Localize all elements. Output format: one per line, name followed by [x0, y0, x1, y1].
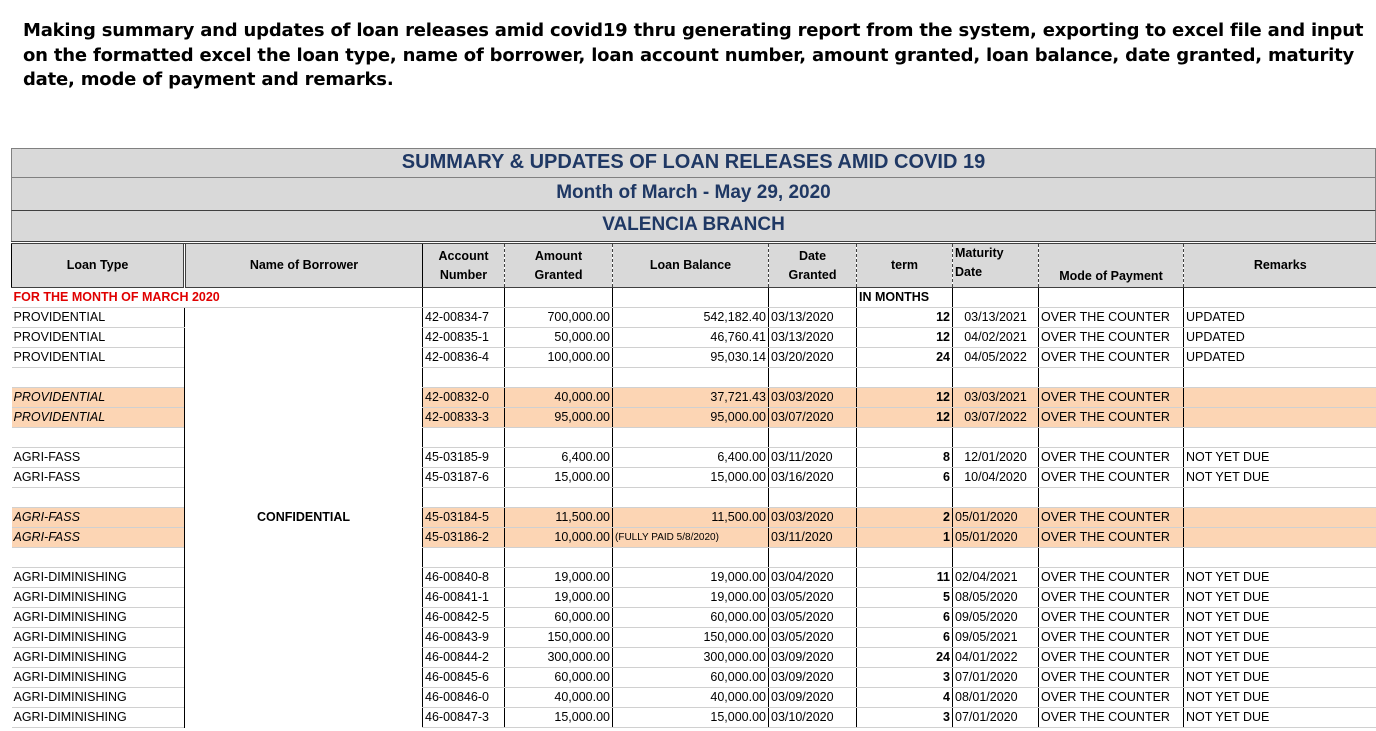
amount-granted-cell: 15,000.00 — [505, 468, 613, 488]
date-granted-cell: 03/05/2020 — [769, 588, 857, 608]
date-granted-cell: 03/05/2020 — [769, 628, 857, 648]
remarks-cell: NOT YET DUE — [1184, 588, 1376, 608]
loan-type-cell: AGRI-DIMINISHING — [12, 688, 185, 708]
borrower-name-cell: CONFIDENTIAL — [185, 308, 423, 728]
amount-granted-cell: 40,000.00 — [505, 688, 613, 708]
empty-cell — [505, 428, 613, 448]
header-loan-type: Loan Type — [12, 243, 185, 288]
empty-cell — [12, 368, 185, 388]
account-number-cell: 46-00844-2 — [423, 648, 505, 668]
loan-balance-cell: 300,000.00 — [613, 648, 769, 668]
term-cell: 24 — [857, 348, 953, 368]
mode-of-payment-cell: OVER THE COUNTER — [1039, 408, 1184, 428]
mode-of-payment-cell: OVER THE COUNTER — [1039, 308, 1184, 328]
remarks-cell: UPDATED — [1184, 348, 1376, 368]
date-granted-cell: 03/09/2020 — [769, 668, 857, 688]
loan-balance-cell: 95,000.00 — [613, 408, 769, 428]
header-date-line2: Granted — [788, 267, 837, 282]
header-borrower: Name of Borrower — [185, 243, 423, 288]
maturity-date-cell: 04/01/2022 — [953, 648, 1039, 668]
empty-cell — [1039, 428, 1184, 448]
loan-type-cell: PROVIDENTIAL — [12, 388, 185, 408]
term-cell: 12 — [857, 308, 953, 328]
maturity-date-cell: 09/05/2020 — [953, 608, 1039, 628]
header-remarks: Remarks — [1184, 243, 1376, 288]
maturity-date-cell: 03/03/2021 — [953, 388, 1039, 408]
loan-balance-cell: 11,500.00 — [613, 508, 769, 528]
remarks-cell: NOT YET DUE — [1184, 648, 1376, 668]
mode-of-payment-cell: OVER THE COUNTER — [1039, 628, 1184, 648]
header-amount-line1: Amount — [534, 248, 583, 263]
term-cell: 24 — [857, 648, 953, 668]
empty-cell — [769, 548, 857, 568]
remarks-cell: NOT YET DUE — [1184, 668, 1376, 688]
date-granted-cell: 03/03/2020 — [769, 388, 857, 408]
loan-type-cell: AGRI-DIMINISHING — [12, 708, 185, 728]
loan-type-cell: PROVIDENTIAL — [12, 328, 185, 348]
date-granted-cell: 03/10/2020 — [769, 708, 857, 728]
mode-of-payment-cell: OVER THE COUNTER — [1039, 608, 1184, 628]
maturity-date-cell: 04/02/2021 — [953, 328, 1039, 348]
amount-granted-cell: 700,000.00 — [505, 308, 613, 328]
empty-cell — [505, 548, 613, 568]
empty-cell — [953, 428, 1039, 448]
amount-granted-cell: 150,000.00 — [505, 628, 613, 648]
maturity-date-cell: 07/01/2020 — [953, 708, 1039, 728]
account-number-cell: 42-00834-7 — [423, 308, 505, 328]
empty-cell — [1184, 548, 1376, 568]
loan-type-cell: AGRI-FASS — [12, 528, 185, 548]
mode-of-payment-cell: OVER THE COUNTER — [1039, 388, 1184, 408]
loan-type-cell: AGRI-FASS — [12, 508, 185, 528]
header-maturity-line1: Maturity — [955, 246, 1004, 260]
date-granted-cell: 03/07/2020 — [769, 408, 857, 428]
remarks-cell — [1184, 408, 1376, 428]
remarks-cell — [1184, 528, 1376, 548]
amount-granted-cell: 60,000.00 — [505, 608, 613, 628]
term-cell: 3 — [857, 708, 953, 728]
maturity-date-cell: 05/01/2020 — [953, 528, 1039, 548]
empty-cell — [423, 548, 505, 568]
loan-balance-cell: 37,721.43 — [613, 388, 769, 408]
header-date-granted — [769, 243, 857, 288]
header-account-line2: Number — [439, 267, 488, 282]
empty-cell — [12, 488, 185, 508]
mode-of-payment-cell: OVER THE COUNTER — [1039, 448, 1184, 468]
empty-cell — [1039, 368, 1184, 388]
remarks-cell: NOT YET DUE — [1184, 468, 1376, 488]
term-cell: 2 — [857, 508, 953, 528]
section-label: FOR THE MONTH OF MARCH 2020 — [12, 288, 423, 308]
empty-cell — [423, 368, 505, 388]
header-maturity-date — [953, 243, 1039, 288]
sheet-title: SUMMARY & UPDATES OF LOAN RELEASES AMID COVID 19 — [11, 148, 1376, 178]
date-granted-cell: 03/16/2020 — [769, 468, 857, 488]
empty-cell — [857, 368, 953, 388]
empty-cell — [769, 368, 857, 388]
amount-granted-cell: 19,000.00 — [505, 568, 613, 588]
loan-balance-cell: 19,000.00 — [613, 568, 769, 588]
loan-table — [11, 241, 1376, 728]
amount-granted-cell: 40,000.00 — [505, 388, 613, 408]
account-number-cell: 42-00836-4 — [423, 348, 505, 368]
amount-granted-cell: 11,500.00 — [505, 508, 613, 528]
empty-cell — [1039, 288, 1184, 308]
maturity-date-cell: 12/01/2020 — [953, 448, 1039, 468]
account-number-cell: 46-00841-1 — [423, 588, 505, 608]
term-cell: 11 — [857, 568, 953, 588]
loan-balance-cell: 46,760.41 — [613, 328, 769, 348]
amount-granted-cell: 50,000.00 — [505, 328, 613, 348]
empty-cell — [12, 428, 185, 448]
empty-cell — [953, 488, 1039, 508]
section-row — [12, 288, 1376, 308]
loan-balance-cell: 6,400.00 — [613, 448, 769, 468]
empty-cell — [1039, 548, 1184, 568]
amount-granted-cell: 95,000.00 — [505, 408, 613, 428]
empty-cell — [1184, 288, 1376, 308]
remarks-cell: UPDATED — [1184, 308, 1376, 328]
remarks-cell: UPDATED — [1184, 328, 1376, 348]
table-header-row — [12, 243, 1376, 288]
table-row — [12, 308, 1376, 328]
branch-name: VALENCIA BRANCH — [11, 211, 1376, 241]
term-unit: IN MONTHS — [857, 288, 953, 308]
amount-granted-cell: 19,000.00 — [505, 588, 613, 608]
empty-cell — [423, 488, 505, 508]
mode-of-payment-cell: OVER THE COUNTER — [1039, 648, 1184, 668]
account-number-cell: 46-00846-0 — [423, 688, 505, 708]
maturity-date-cell: 10/04/2020 — [953, 468, 1039, 488]
mode-of-payment-cell: OVER THE COUNTER — [1039, 348, 1184, 368]
empty-cell — [769, 488, 857, 508]
loan-balance-cell: 60,000.00 — [613, 608, 769, 628]
term-cell: 4 — [857, 688, 953, 708]
account-number-cell: 45-03184-5 — [423, 508, 505, 528]
loan-summary-sheet — [11, 148, 1376, 728]
mode-of-payment-cell: OVER THE COUNTER — [1039, 528, 1184, 548]
account-number-cell: 45-03185-9 — [423, 448, 505, 468]
empty-cell — [953, 368, 1039, 388]
loan-type-cell: AGRI-FASS — [12, 468, 185, 488]
empty-cell — [613, 428, 769, 448]
loan-type-cell: AGRI-DIMINISHING — [12, 648, 185, 668]
empty-cell — [857, 488, 953, 508]
remarks-cell: NOT YET DUE — [1184, 608, 1376, 628]
term-cell: 12 — [857, 388, 953, 408]
empty-cell — [1184, 488, 1376, 508]
header-account-line1: Account — [438, 248, 489, 263]
loan-type-cell: PROVIDENTIAL — [12, 308, 185, 328]
date-granted-cell: 03/11/2020 — [769, 448, 857, 468]
header-date-line1: Date — [798, 248, 827, 263]
empty-cell — [613, 368, 769, 388]
remarks-cell: NOT YET DUE — [1184, 688, 1376, 708]
remarks-cell — [1184, 508, 1376, 528]
loan-balance-cell: 542,182.40 — [613, 308, 769, 328]
loan-balance-cell: 95,030.14 — [613, 348, 769, 368]
header-loan-balance: Loan Balance — [613, 243, 769, 288]
date-granted-cell: 03/04/2020 — [769, 568, 857, 588]
term-cell: 12 — [857, 408, 953, 428]
maturity-date-cell: 02/04/2021 — [953, 568, 1039, 588]
maturity-date-cell: 09/05/2021 — [953, 628, 1039, 648]
maturity-date-cell: 07/01/2020 — [953, 668, 1039, 688]
sheet-subtitle: Month of March - May 29, 2020 — [11, 178, 1376, 211]
empty-cell — [423, 288, 505, 308]
date-granted-cell: 03/09/2020 — [769, 688, 857, 708]
account-number-cell: 42-00835-1 — [423, 328, 505, 348]
empty-cell — [505, 368, 613, 388]
account-number-cell: 45-03187-6 — [423, 468, 505, 488]
remarks-cell: NOT YET DUE — [1184, 568, 1376, 588]
loan-type-cell: AGRI-DIMINISHING — [12, 628, 185, 648]
term-cell: 8 — [857, 448, 953, 468]
date-granted-cell: 03/13/2020 — [769, 328, 857, 348]
empty-cell — [613, 288, 769, 308]
account-number-cell: 46-00842-5 — [423, 608, 505, 628]
remarks-cell: NOT YET DUE — [1184, 448, 1376, 468]
header-amount-line2: Granted — [534, 267, 583, 282]
amount-granted-cell: 6,400.00 — [505, 448, 613, 468]
loan-type-cell: AGRI-FASS — [12, 448, 185, 468]
header-mode-of-payment: Mode of Payment — [1039, 243, 1184, 288]
loan-type-cell: PROVIDENTIAL — [12, 348, 185, 368]
loan-balance-cell: 150,000.00 — [613, 628, 769, 648]
account-number-cell: 42-00833-3 — [423, 408, 505, 428]
remarks-cell: NOT YET DUE — [1184, 708, 1376, 728]
empty-cell — [857, 428, 953, 448]
mode-of-payment-cell: OVER THE COUNTER — [1039, 508, 1184, 528]
maturity-date-cell: 08/05/2020 — [953, 588, 1039, 608]
maturity-date-cell: 03/07/2022 — [953, 408, 1039, 428]
empty-cell — [423, 428, 505, 448]
header-account-number — [423, 243, 505, 288]
empty-cell — [769, 428, 857, 448]
account-number-cell: 46-00845-6 — [423, 668, 505, 688]
term-cell: 5 — [857, 588, 953, 608]
account-number-cell: 46-00843-9 — [423, 628, 505, 648]
loan-type-cell: PROVIDENTIAL — [12, 408, 185, 428]
mode-of-payment-cell: OVER THE COUNTER — [1039, 588, 1184, 608]
loan-type-cell: AGRI-DIMINISHING — [12, 608, 185, 628]
empty-cell — [12, 548, 185, 568]
account-number-cell: 46-00847-3 — [423, 708, 505, 728]
mode-of-payment-cell: OVER THE COUNTER — [1039, 568, 1184, 588]
term-cell: 6 — [857, 468, 953, 488]
account-number-cell: 46-00840-8 — [423, 568, 505, 588]
date-granted-cell: 03/05/2020 — [769, 608, 857, 628]
account-number-cell: 42-00832-0 — [423, 388, 505, 408]
date-granted-cell: 03/11/2020 — [769, 528, 857, 548]
remarks-cell: NOT YET DUE — [1184, 628, 1376, 648]
date-granted-cell: 03/13/2020 — [769, 308, 857, 328]
amount-granted-cell: 60,000.00 — [505, 668, 613, 688]
remarks-cell — [1184, 388, 1376, 408]
empty-cell — [505, 488, 613, 508]
empty-cell — [857, 548, 953, 568]
mode-of-payment-cell: OVER THE COUNTER — [1039, 688, 1184, 708]
amount-granted-cell: 10,000.00 — [505, 528, 613, 548]
maturity-date-cell: 04/05/2022 — [953, 348, 1039, 368]
empty-cell — [953, 548, 1039, 568]
maturity-date-cell: 08/01/2020 — [953, 688, 1039, 708]
description-text: Making summary and updates of loan releases amid covid19 thru generating report from the system, exporting to excel file and input on the formatted excel the loan type, name of borrower, loan account number, amount granted, loan balance, date granted, maturity date, mode of payment and remarks. — [23, 20, 1364, 90]
mode-of-payment-cell: OVER THE COUNTER — [1039, 328, 1184, 348]
header-maturity-line2: Date — [955, 265, 983, 279]
term-cell: 6 — [857, 628, 953, 648]
loan-balance-cell: 19,000.00 — [613, 588, 769, 608]
empty-cell — [1184, 368, 1376, 388]
date-granted-cell: 03/20/2020 — [769, 348, 857, 368]
date-granted-cell: 03/03/2020 — [769, 508, 857, 528]
term-cell: 1 — [857, 528, 953, 548]
term-cell: 3 — [857, 668, 953, 688]
date-granted-cell: 03/09/2020 — [769, 648, 857, 668]
header-amount-granted — [505, 243, 613, 288]
term-cell: 12 — [857, 328, 953, 348]
empty-cell — [613, 548, 769, 568]
maturity-date-cell: 03/13/2021 — [953, 308, 1039, 328]
loan-type-cell: AGRI-DIMINISHING — [12, 668, 185, 688]
mode-of-payment-cell: OVER THE COUNTER — [1039, 468, 1184, 488]
loan-type-cell: AGRI-DIMINISHING — [12, 568, 185, 588]
empty-cell — [505, 288, 613, 308]
mode-of-payment-cell: OVER THE COUNTER — [1039, 668, 1184, 688]
empty-cell — [1039, 488, 1184, 508]
empty-cell — [613, 488, 769, 508]
loan-type-cell: AGRI-DIMINISHING — [12, 588, 185, 608]
empty-cell — [769, 288, 857, 308]
account-number-cell: 45-03186-2 — [423, 528, 505, 548]
term-cell: 6 — [857, 608, 953, 628]
maturity-date-cell: 05/01/2020 — [953, 508, 1039, 528]
loan-balance-cell: 60,000.00 — [613, 668, 769, 688]
amount-granted-cell: 300,000.00 — [505, 648, 613, 668]
header-term: term — [857, 243, 953, 288]
loan-balance-cell: 15,000.00 — [613, 708, 769, 728]
amount-granted-cell: 15,000.00 — [505, 708, 613, 728]
empty-cell — [953, 288, 1039, 308]
loan-balance-cell: 40,000.00 — [613, 688, 769, 708]
loan-balance-cell: 15,000.00 — [613, 468, 769, 488]
loan-balance-cell: (FULLY PAID 5/8/2020) — [613, 528, 769, 548]
mode-of-payment-cell: OVER THE COUNTER — [1039, 708, 1184, 728]
amount-granted-cell: 100,000.00 — [505, 348, 613, 368]
empty-cell — [1184, 428, 1376, 448]
